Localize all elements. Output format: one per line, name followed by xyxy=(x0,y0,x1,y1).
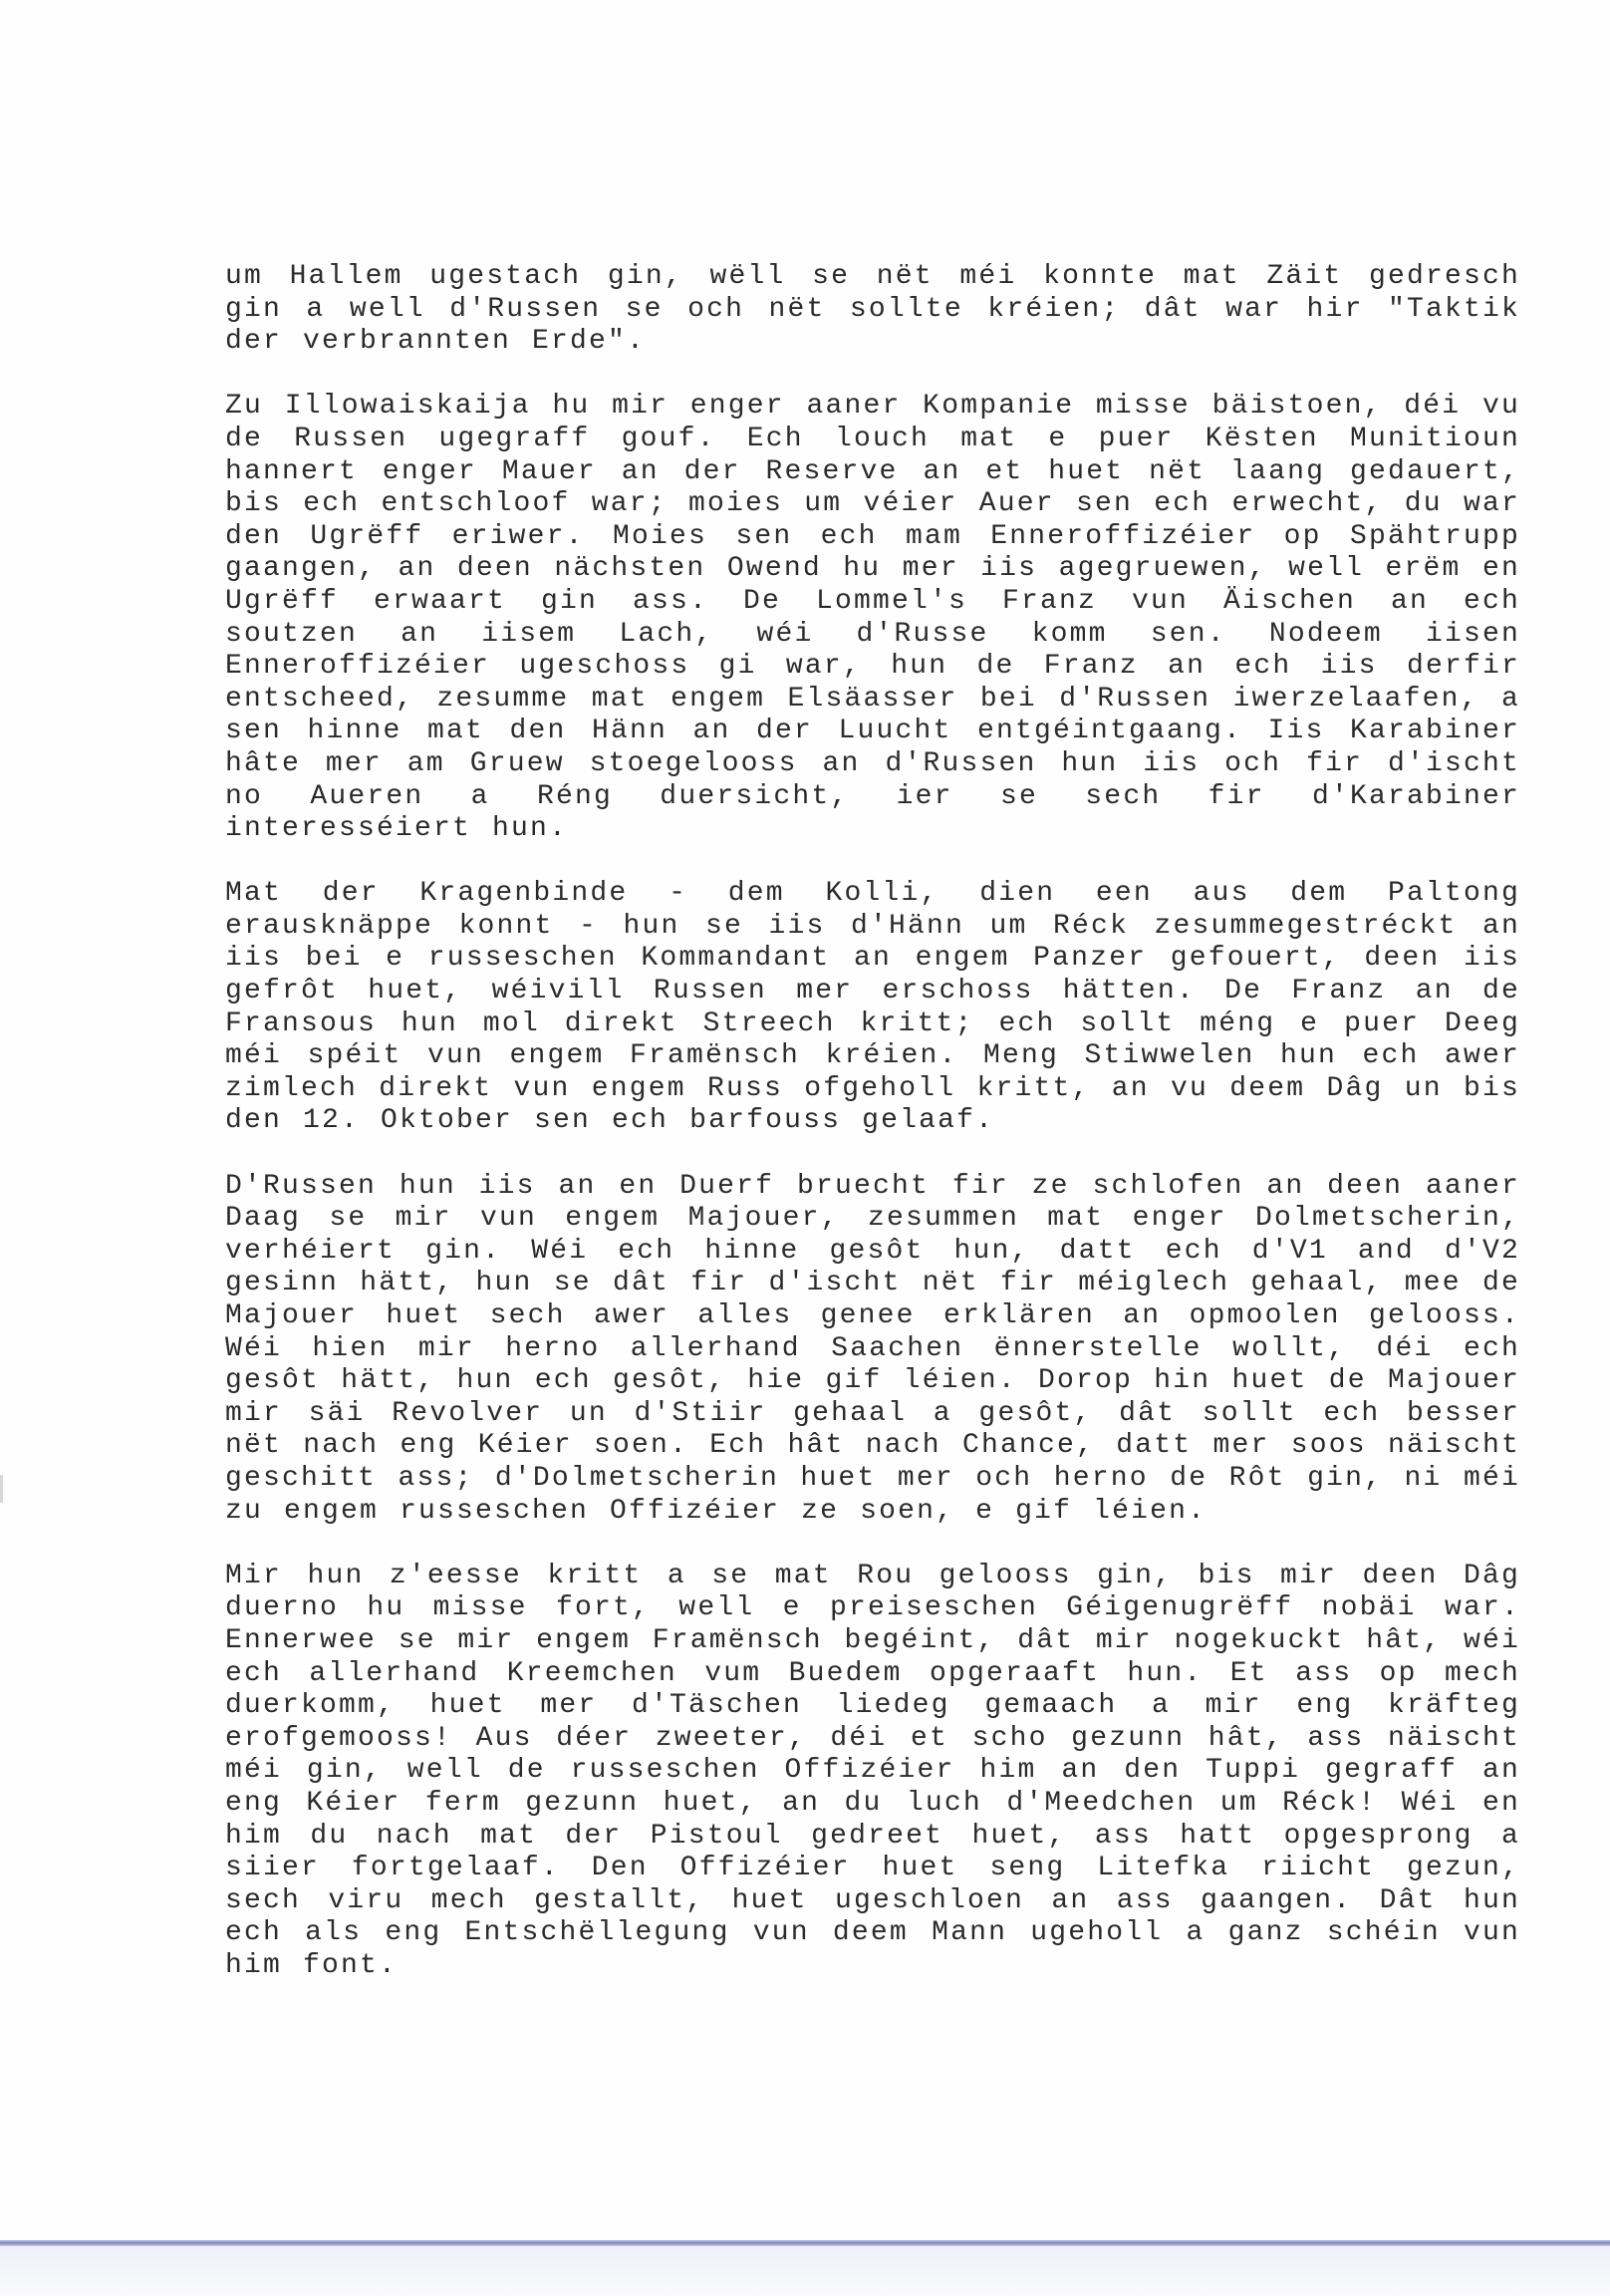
scan-margin-mark xyxy=(0,1475,3,1503)
paragraph-2: Zu Illowaiskaija hu mir enger aaner Kompanie misse bäistoen, déi vu de Russen ugegraff gouf. Ech louch mat e puer Kësten Munitioun hannert enger Mauer an der Reserve an et huet nët laang gedauert, bis ech entschloof war; moies um véier Auer sen ech erwecht, du war den Ugrëff eriwer. Moies sen ech mam Enneroffizéier op Spähtrupp gaangen, an deen nächsten Owend hu mer iis agegruewen, well erëm en Ugrëff erwaart gin ass. De Lommel's Franz vun Äischen an ech soutzen an iisem Lach, wéi d'Russe komm sen. Nodeem iisen Enneroffizéier ugeschoss gi war, hun de Franz an ech iis derfir entscheed, zesumme mat engem Elsäasser bei d'Russen iwerzelaafen, a sen hinne mat den Hänn an der Luucht entgéintgaang. Iis Karabiner hâte mer am Gruew stoegelooss an d'Russen hun iis och fir d'ischt no Aueren a Réng duersicht, ier se sech fir d'Karabiner interesséiert hun. xyxy=(225,391,1520,845)
page-bottom-shade xyxy=(0,2246,1610,2296)
paragraph-4: D'Russen hun iis an en Duerf bruecht fir ze schlofen an deen aaner Daag se mir vun engem Majouer, zesummen mat enger Dolmetscherin, verhéiert gin. Wéi ech hinne gesôt hun, datt ech d'V1 and d'V2 gesinn hätt, hun se dât fir d'ischt nët fir méiglech gehaal, mee de Majouer huet sech awer alles genee erklären an opmoolen gelooss. Wéi hien mir herno allerhand Saachen ënnerstelle wollt, déi ech gesôt hätt, hun ech gesôt, hie gif léien. Dorop hin huet de Majouer mir säi Revolver un d'Stiir gehaal a gesôt, dât sollt ech besser nët nach eng Kéier soen. Ech hât nach Chance, datt mer soos näischt geschitt ass; d'Dolmetscherin huet mer och herno de Rôt gin, ni méi zu engem russeschen Offizéier ze soen, e gif léien. xyxy=(225,1170,1520,1527)
paragraph-5: Mir hun z'eesse kritt a se mat Rou gelooss gin, bis mir deen Dâg duerno hu misse fort, well e preiseschen Géigenugrëff nobäi war. Ennerwee se mir engem Framënsch begéint, dât mir nogekuckt hât, wéi ech allerhand Kreemchen vum Buedem opgeraaft hun. Et ass op mech duerkomm, huet mer d'Täschen liedeg gemaach a mir eng kräfteg erofgemooss! Aus déer zweeter, déi et scho gezunn hât, ass näischt méi gin, well de russeschen Offizéier him an den Tuppi gegraff an eng Kéier ferm gezunn huet, an du luch d'Meedchen um Réck! Wéi en him du nach mat der Pistoul gedreet huet, ass hatt opgesprong a siier fortgelaaf. Den Offizéier huet seng Litefka riicht gezun, sech viru mech gestallt, huet ugeschloen an ass gaangen. Dât hun ech als eng Entschëllegung vun deem Mann ugeholl a ganz schéin vun him font. xyxy=(225,1560,1520,1981)
paragraph-3: Mat der Kragenbinde - dem Kolli, dien een aus dem Paltong erausknäppe konnt - hun se iis d'Hänn um Réck zesummegestréckt an iis bei e russeschen Kommandant an engem Panzer gefouert, deen iis gefrôt huet, wéivill Russen mer erschoss hätten. De Franz an de Fransous hun mol direkt Streech kritt; ech sollt méng e puer Deeg méi spéit vun engem Framënsch kréien. Meng Stiwwelen hun ech awer zimlech direkt vun engem Russ ofgeholl kritt, an vu deem Dâg un bis den 12. Oktober sen ech barfouss gelaaf. xyxy=(225,878,1520,1137)
paragraph-1: um Hallem ugestach gin, wëll se nët méi konnte mat Zäit gedresch gin a well d'Russen se och nët sollte kréien; dât war hir "Taktik der verbrannten Erde". xyxy=(225,261,1520,358)
document-body xyxy=(225,261,1520,2015)
